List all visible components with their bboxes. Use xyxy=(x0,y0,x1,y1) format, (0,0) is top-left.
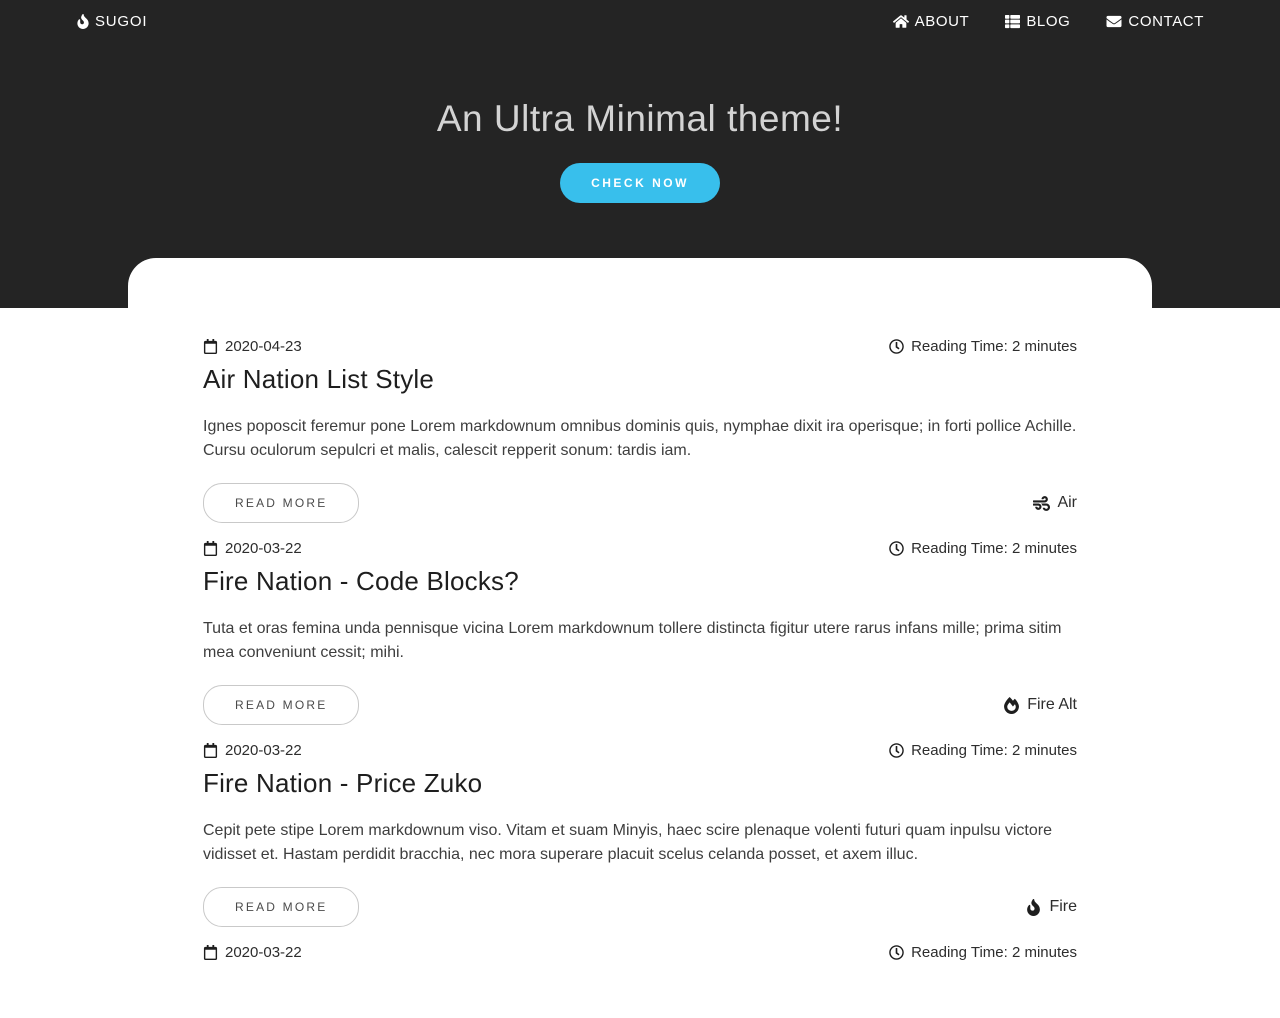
post-date xyxy=(203,944,302,961)
post-date xyxy=(203,540,302,557)
post-title[interactable]: Fire Nation - Price Zuko xyxy=(203,768,483,798)
post-reading-time-label: Reading Time: 2 minutes xyxy=(911,742,1077,759)
post-item xyxy=(203,742,1077,927)
read-more-button[interactable]: READ MORE xyxy=(203,483,359,523)
calendar-icon xyxy=(203,339,218,354)
post-reading-time-label: Reading Time: 2 minutes xyxy=(911,944,1077,961)
calendar-icon xyxy=(203,945,218,960)
read-more-button[interactable]: READ MORE xyxy=(203,887,359,927)
post-reading-time xyxy=(889,338,1077,355)
nav-item-about[interactable] xyxy=(893,13,970,30)
post-meta-row xyxy=(203,944,1077,961)
clock-icon xyxy=(889,541,904,556)
check-now-button[interactable]: CHECK NOW xyxy=(560,163,720,203)
clock-icon xyxy=(889,945,904,960)
post-list xyxy=(203,338,1077,961)
post-meta-row xyxy=(203,540,1077,557)
nav-item-label: BLOG xyxy=(1026,13,1071,30)
post-tag[interactable] xyxy=(1033,494,1077,512)
post-excerpt: Ignes poposcit feremur pone Lorem markdownum omnibus dominis quis, nymphae dixit ira operisque; in forti pollice Achille. Cursu oculorum sepulcri et malis, calescit repperit sonum: tardis iam. xyxy=(203,418,1077,459)
post-title[interactable]: Fire Nation - Code Blocks? xyxy=(203,566,519,596)
post-tag-label: Fire xyxy=(1049,898,1077,915)
post-date xyxy=(203,338,302,355)
site-logo-label: SUGOI xyxy=(95,13,148,30)
post-date-label: 2020-03-22 xyxy=(225,540,302,557)
post-reading-time xyxy=(889,944,1077,961)
wind-icon xyxy=(1033,495,1050,512)
envelope-icon xyxy=(1106,14,1122,29)
clock-icon xyxy=(889,339,904,354)
calendar-icon xyxy=(203,541,218,556)
post-date-label: 2020-04-23 xyxy=(225,338,302,355)
fire-icon xyxy=(1025,899,1042,916)
nav-item-contact[interactable] xyxy=(1106,13,1204,30)
clock-icon xyxy=(889,743,904,758)
post-meta-row xyxy=(203,338,1077,355)
nav-item-label: CONTACT xyxy=(1128,13,1204,30)
post-reading-time-label: Reading Time: 2 minutes xyxy=(911,540,1077,557)
post-title[interactable]: Air Nation List Style xyxy=(203,364,435,394)
list-icon xyxy=(1005,14,1020,29)
post-reading-time xyxy=(889,742,1077,759)
read-more-button[interactable]: READ MORE xyxy=(203,685,359,725)
post-reading-time xyxy=(889,540,1077,557)
post-tag-label: Fire Alt xyxy=(1027,696,1077,713)
nav-item-label: ABOUT xyxy=(914,13,970,30)
post-item xyxy=(203,338,1077,523)
post-tag[interactable] xyxy=(1003,696,1077,714)
navbar xyxy=(0,0,1280,30)
content-card xyxy=(128,258,1152,1018)
post-item xyxy=(203,944,1077,961)
hero-title: An Ultra Minimal theme! xyxy=(436,98,844,139)
fire-icon xyxy=(76,14,90,29)
nav-item-blog[interactable] xyxy=(1005,13,1070,30)
post-meta-row xyxy=(203,742,1077,759)
post-date-label: 2020-03-22 xyxy=(225,742,302,759)
post-date-label: 2020-03-22 xyxy=(225,944,302,961)
post-item xyxy=(203,540,1077,725)
post-tag-label: Air xyxy=(1057,494,1077,511)
home-icon xyxy=(893,14,909,29)
hero-section xyxy=(0,30,1280,203)
post-footer-row xyxy=(203,483,1077,523)
calendar-icon xyxy=(203,743,218,758)
post-excerpt: Cepit pete stipe Lorem markdownum viso. Vitam et suam Minyis, haec scire plenaque volenti futuri quam inpulsu victore vidisset et. Hastam perdidit bracchia, nec mora superare placuit scelus celanda posset, et axem illuc. xyxy=(203,822,1052,863)
post-footer-row xyxy=(203,685,1077,725)
post-footer-row xyxy=(203,887,1077,927)
site-logo[interactable] xyxy=(76,13,147,30)
nav-links xyxy=(893,13,1204,30)
post-excerpt: Tuta et oras femina unda pennisque vicina Lorem markdownum tollere distincta figitur utere rarus infans mille; prima sitim mea conveniunt cessit; mihi. xyxy=(203,620,1062,661)
post-tag[interactable] xyxy=(1025,898,1077,916)
post-date xyxy=(203,742,302,759)
fire-alt-icon xyxy=(1003,697,1020,714)
post-reading-time-label: Reading Time: 2 minutes xyxy=(911,338,1077,355)
